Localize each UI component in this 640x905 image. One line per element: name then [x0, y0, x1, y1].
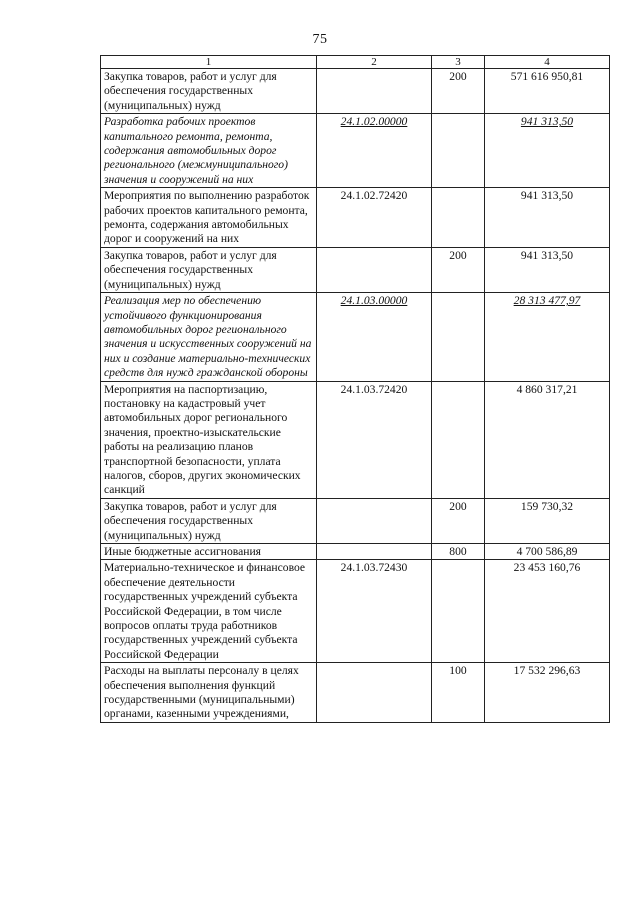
header-col-3: 3	[432, 56, 485, 69]
header-col-2: 2	[317, 56, 432, 69]
table-row	[101, 544, 610, 560]
table-row	[101, 247, 610, 292]
row-expense-type	[432, 293, 485, 381]
row-code: 24.1.03.72430	[317, 560, 432, 663]
header-row	[101, 56, 610, 69]
row-expense-type: 100	[432, 663, 485, 723]
row-code	[317, 544, 432, 560]
table-row	[101, 560, 610, 663]
row-code: 24.1.02.00000	[317, 114, 432, 188]
row-code: 24.1.02.72420	[317, 188, 432, 248]
table-row	[101, 69, 610, 114]
row-code: 24.1.03.72420	[317, 381, 432, 498]
row-expense-type	[432, 381, 485, 498]
row-amount: 4 860 317,21	[485, 381, 610, 498]
row-expense-type	[432, 188, 485, 248]
row-amount: 571 616 950,81	[485, 69, 610, 114]
header-col-1: 1	[101, 56, 317, 69]
row-name: Закупка товаров, работ и услуг для обеспечения государственных (муниципальных) нужд	[101, 69, 317, 114]
row-expense-type	[432, 560, 485, 663]
row-amount: 4 700 586,89	[485, 544, 610, 560]
row-name: Закупка товаров, работ и услуг для обеспечения государственных (муниципальных) нужд	[101, 247, 317, 292]
row-name: Разработка рабочих проектов капитального ремонта, ремонта, содержания автомобильных дорог регионального (межмуниципального) значения и сооружений на них	[101, 114, 317, 188]
row-expense-type: 800	[432, 544, 485, 560]
row-code	[317, 247, 432, 292]
row-code	[317, 498, 432, 543]
row-name: Закупка товаров, работ и услуг для обеспечения государственных (муниципальных) нужд	[101, 498, 317, 543]
row-code: 24.1.03.00000	[317, 293, 432, 381]
row-amount: 941 313,50	[485, 247, 610, 292]
table-row	[101, 188, 610, 248]
row-amount: 941 313,50	[485, 114, 610, 188]
table-row	[101, 114, 610, 188]
row-expense-type: 200	[432, 247, 485, 292]
table-row	[101, 381, 610, 498]
row-name: Реализация мер по обеспечению устойчивого функционирования автомобильных дорог регионального значения и искусственных сооружений на них и создание материально-технических средств для нужд гражданской обороны	[101, 293, 317, 381]
table-row	[101, 498, 610, 543]
table-row	[101, 293, 610, 381]
row-amount: 28 313 477,97	[485, 293, 610, 381]
row-name: Материально-техническое и финансовое обеспечение деятельности государственных учреждений субъекта Российской Федерации, в том числе вопросов оплаты труда работников государственных учреждений субъекта Российской Федерации	[101, 560, 317, 663]
row-expense-type: 200	[432, 498, 485, 543]
table-row	[101, 663, 610, 723]
row-expense-type	[432, 114, 485, 188]
row-amount: 159 730,32	[485, 498, 610, 543]
row-code	[317, 663, 432, 723]
header-col-4: 4	[485, 56, 610, 69]
row-amount: 17 532 296,63	[485, 663, 610, 723]
row-name: Мероприятия по выполнению разработок рабочих проектов капитального ремонта, ремонта, содержания автомобильных дорог и сооружений на них	[101, 188, 317, 248]
row-expense-type: 200	[432, 69, 485, 114]
row-amount: 23 453 160,76	[485, 560, 610, 663]
budget-table	[100, 55, 610, 723]
row-name: Иные бюджетные ассигнования	[101, 544, 317, 560]
row-name: Мероприятия на паспортизацию, постановку на кадастровый учет автомобильных дорог регионального значения, проектно-изыскательские работы на реализацию планов транспортной безопасности, уплата налогов, сборов, других экономических санкций	[101, 381, 317, 498]
row-amount: 941 313,50	[485, 188, 610, 248]
page-number: 75	[312, 32, 328, 47]
row-name: Расходы на выплаты персоналу в целях обеспечения выполнения функций государственными (муниципальными) органами, казенными учреждениями,	[101, 663, 317, 723]
row-code	[317, 69, 432, 114]
